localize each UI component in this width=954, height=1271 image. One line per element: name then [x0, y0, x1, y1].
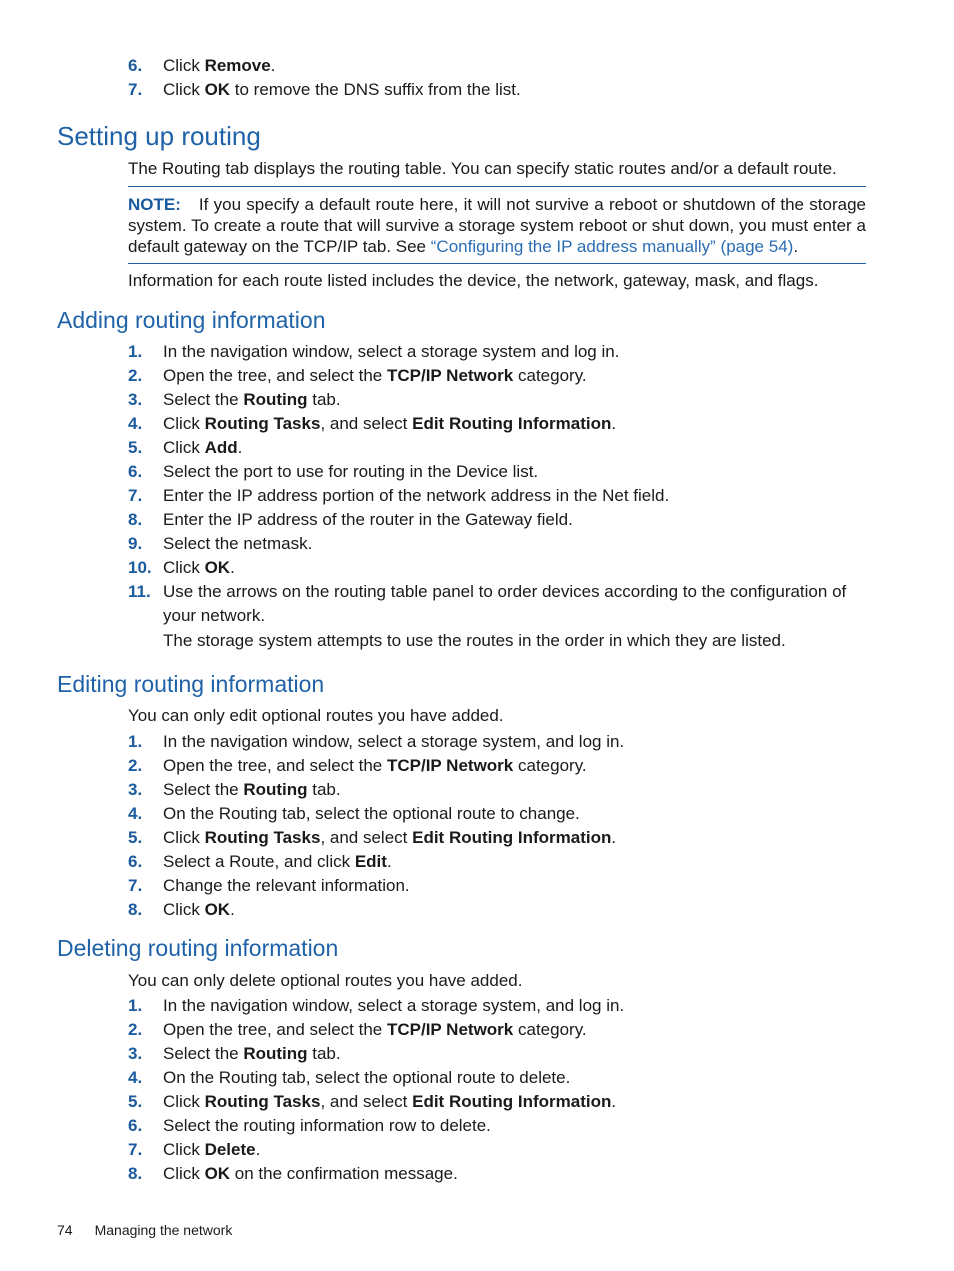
adding-step11-note: The storage system attempts to use the routes in the order in which they are listed.: [163, 631, 786, 650]
step-item: [128, 340, 868, 364]
note-label: NOTE:: [128, 195, 181, 214]
step-text: , and select: [320, 414, 413, 433]
step-text: , and select: [320, 1092, 413, 1111]
note-text: If you specify a default route here, it will not survive a reboot or shutdown of the storage system. To create a route that will survive a storage system reboot or shut down, you must enter a default gateway on the TCP/IP tab. See: [128, 195, 866, 256]
step-item: [128, 1114, 868, 1138]
top-steps-list: [128, 54, 868, 102]
step-number: 7.: [128, 486, 143, 505]
step-item: [128, 78, 868, 102]
step-ui-term: Edit: [354, 852, 387, 871]
step-number: 6.: [128, 852, 143, 871]
step-text: Click: [163, 438, 205, 457]
step-item: [128, 1138, 868, 1162]
step-item: [128, 364, 868, 388]
page-number: 74: [57, 1222, 73, 1238]
step-text: Click: [163, 900, 205, 919]
step-number: 9.: [128, 534, 143, 553]
step-item: [128, 874, 868, 898]
step-number: 8.: [128, 1164, 143, 1183]
step-ui-term: TCP/IP Network: [386, 756, 514, 775]
step-number: 6.: [128, 462, 143, 481]
step-text: On the Routing tab, select the optional route to change.: [163, 804, 580, 823]
step-number: 3.: [128, 780, 143, 799]
step-item: [128, 1162, 868, 1186]
step-ui-term: Remove: [204, 56, 271, 75]
step-ui-term: TCP/IP Network: [386, 1020, 514, 1039]
step-text: Click: [163, 56, 205, 75]
step-item: [128, 508, 868, 532]
step-text: Select the: [163, 390, 244, 409]
step-item: [128, 778, 868, 802]
step-text: Select a Route, and click: [163, 852, 355, 871]
step-text: .: [386, 852, 392, 871]
step-text: Open the tree, and select the: [163, 366, 387, 385]
adding-steps-list: [128, 340, 868, 628]
step-item: [128, 388, 868, 412]
step-number: 8.: [128, 510, 143, 529]
adding-routing-heading: Adding routing information: [57, 307, 326, 333]
step-item: [128, 54, 868, 78]
step-number: 5.: [128, 438, 143, 457]
config-ip-link[interactable]: “Configuring the IP address manually” (page 54): [430, 237, 794, 256]
step-text: In the navigation window, select a storage system, and log in.: [163, 732, 625, 751]
step-number: 8.: [128, 900, 143, 919]
step-text: Select the routing information row to delete.: [163, 1116, 491, 1135]
step-ui-term: Routing: [243, 780, 308, 799]
step-text: .: [230, 900, 235, 919]
step-number: 4.: [128, 414, 143, 433]
step-text: .: [230, 558, 235, 577]
step-text: tab.: [307, 390, 341, 409]
step-text: Change the relevant information.: [163, 876, 410, 895]
step-text: .: [255, 1140, 261, 1159]
step-text: , and select: [320, 828, 413, 847]
step-item: [128, 1066, 868, 1090]
step-item: [128, 802, 868, 826]
step-text: tab.: [307, 1044, 341, 1063]
page-footer: [57, 1222, 254, 1238]
step-item: [128, 994, 868, 1018]
step-number: 2.: [128, 366, 143, 385]
step-text: .: [611, 1092, 617, 1111]
step-text: .: [611, 414, 617, 433]
step-text: category.: [513, 1020, 587, 1039]
step-ui-term: TCP/IP Network: [386, 366, 514, 385]
step-item: [128, 436, 868, 460]
step-item: [128, 580, 868, 628]
step-number: 4.: [128, 1068, 143, 1087]
step-text: Use the arrows on the routing table panel to order devices according to the configuration of your network.: [163, 582, 847, 625]
step-text: Enter the IP address of the router in the Gateway field.: [163, 510, 573, 529]
step-item: [128, 460, 868, 484]
step-text: Click: [163, 1092, 205, 1111]
step-text: Click: [163, 828, 205, 847]
note-end: .: [793, 237, 799, 256]
step-ui-term: Add: [204, 438, 238, 457]
step-item: [128, 412, 868, 436]
step-ui-term: OK: [204, 1164, 231, 1183]
editing-intro: You can only edit optional routes you have added.: [128, 706, 504, 725]
step-item: [128, 826, 868, 850]
step-text: Select the: [163, 780, 244, 799]
step-item: [128, 730, 868, 754]
step-ui-term: Routing Tasks: [204, 414, 321, 433]
step-text: .: [611, 828, 617, 847]
step-ui-term: Edit Routing Information: [412, 414, 612, 433]
step-text: Click: [163, 558, 205, 577]
step-text: Click: [163, 80, 205, 99]
deleting-intro: You can only delete optional routes you have added.: [128, 971, 523, 990]
step-number: 11.: [128, 582, 151, 601]
step-text: In the navigation window, select a storage system, and log in.: [163, 996, 625, 1015]
editing-steps-list: [128, 730, 868, 922]
deleting-routing-heading: Deleting routing information: [57, 935, 339, 961]
step-number: 6.: [128, 1116, 143, 1135]
step-item: [128, 898, 868, 922]
step-number: 1.: [128, 342, 143, 361]
step-number: 5.: [128, 828, 143, 847]
step-ui-term: OK: [204, 558, 231, 577]
step-ui-term: Routing Tasks: [204, 828, 321, 847]
step-text: .: [270, 56, 276, 75]
step-text: Select the netmask.: [163, 534, 313, 553]
step-ui-term: OK: [204, 80, 231, 99]
step-number: 1.: [128, 996, 143, 1015]
step-item: [128, 1042, 868, 1066]
step-ui-term: Edit Routing Information: [412, 828, 612, 847]
step-text: tab.: [307, 780, 341, 799]
setting-up-routing-heading: Setting up routing: [57, 121, 261, 151]
step-number: 7.: [128, 876, 143, 895]
step-text: Select the: [163, 1044, 244, 1063]
step-number: 6.: [128, 56, 143, 75]
step-item: [128, 556, 868, 580]
step-number: 3.: [128, 390, 143, 409]
editing-routing-heading: Editing routing information: [57, 671, 325, 697]
step-item: [128, 850, 868, 874]
step-text: On the Routing tab, select the optional route to delete.: [163, 1068, 571, 1087]
step-number: 7.: [128, 80, 143, 99]
step-text: category.: [513, 366, 587, 385]
step-item: [128, 484, 868, 508]
step-text: Select the port to use for routing in the Device list.: [163, 462, 539, 481]
step-text: Open the tree, and select the: [163, 756, 387, 775]
step-ui-term: Edit Routing Information: [412, 1092, 612, 1111]
step-item: [128, 532, 868, 556]
step-item: [128, 1018, 868, 1042]
footer-section: Managing the network: [94, 1222, 233, 1238]
step-ui-term: Routing Tasks: [204, 1092, 321, 1111]
step-number: 4.: [128, 804, 143, 823]
step-number: 5.: [128, 1092, 143, 1111]
step-text: on the confirmation message.: [230, 1164, 458, 1183]
step-ui-term: Delete: [204, 1140, 256, 1159]
route-info-text: Information for each route listed includes the device, the network, gateway, mask, and flags.: [128, 271, 819, 290]
step-text: In the navigation window, select a storage system and log in.: [163, 342, 620, 361]
step-number: 3.: [128, 1044, 143, 1063]
step-number: 1.: [128, 732, 143, 751]
step-ui-term: Routing: [243, 390, 308, 409]
setup-intro: The Routing tab displays the routing table. You can specify static routes and/or a default route.: [128, 159, 837, 178]
step-item: [128, 754, 868, 778]
step-text: Click: [163, 414, 205, 433]
step-number: 10.: [128, 558, 152, 577]
step-text: to remove the DNS suffix from the list.: [230, 80, 521, 99]
step-text: Click: [163, 1140, 205, 1159]
note-box: [128, 186, 866, 264]
step-text: Open the tree, and select the: [163, 1020, 387, 1039]
step-number: 2.: [128, 1020, 143, 1039]
step-text: Click: [163, 1164, 205, 1183]
deleting-steps-list: [128, 994, 868, 1186]
step-text: category.: [513, 756, 587, 775]
step-text: .: [237, 438, 243, 457]
step-number: 7.: [128, 1140, 143, 1159]
step-item: [128, 1090, 868, 1114]
step-number: 2.: [128, 756, 143, 775]
step-ui-term: Routing: [243, 1044, 308, 1063]
step-text: Enter the IP address portion of the network address in the Net field.: [163, 486, 670, 505]
step-ui-term: OK: [204, 900, 231, 919]
